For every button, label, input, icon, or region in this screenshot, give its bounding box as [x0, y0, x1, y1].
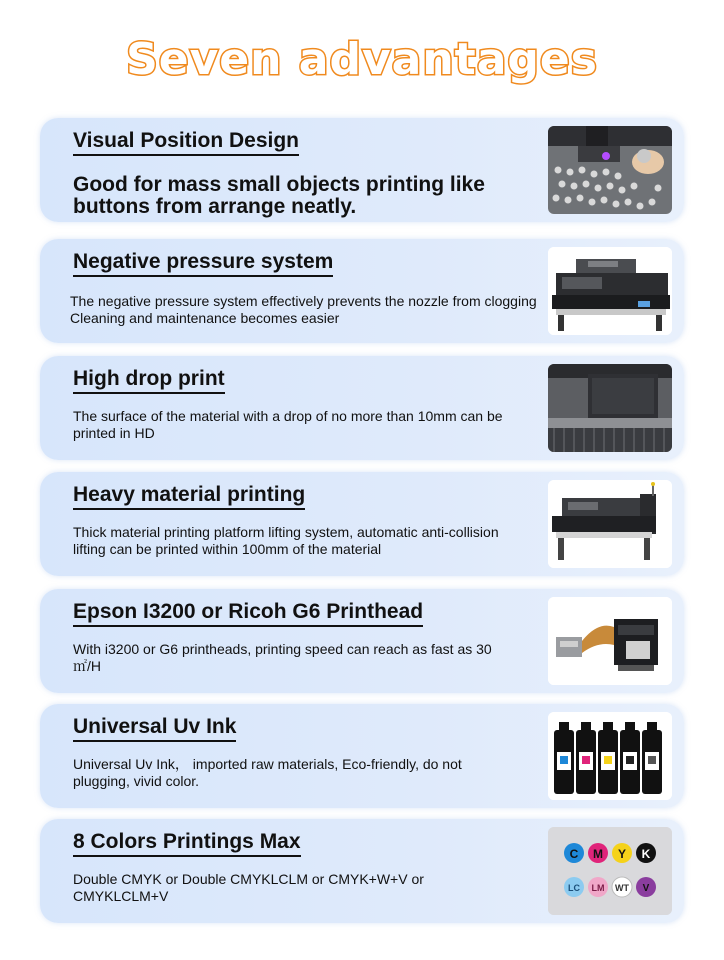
color-dot-label: K — [641, 847, 651, 861]
color-dot-label: C — [569, 847, 579, 861]
color-dot-label: WT — [615, 883, 629, 893]
card-description: Good for mass small objects printing like buttons from arrange neatly. — [73, 173, 485, 218]
advantage-card-heavy-material — [40, 472, 684, 576]
printer-camera-buttons-photo — [548, 126, 672, 214]
printer-camera-buttons-image — [548, 126, 672, 214]
color-dot-label: V — [642, 883, 650, 894]
ink-bottles-image — [548, 712, 672, 800]
advantage-card-negative-pressure — [40, 239, 684, 343]
uv-printer-photo — [548, 247, 672, 335]
large-printer-photo — [548, 480, 672, 568]
advantage-card-visual-position — [40, 118, 684, 222]
card-description: The negative pressure system effectively prevents the nozzle from clogging Cleaning and maintenance becomes easier — [70, 293, 537, 326]
advantage-card-high-drop — [40, 356, 684, 460]
color-dot-label: LM — [591, 883, 605, 893]
advantage-card-8-colors — [40, 819, 684, 923]
printhead-photo — [548, 597, 672, 685]
advantage-card-uv-ink — [40, 704, 684, 808]
color-dot-label: M — [593, 847, 603, 861]
print-head-closeup-photo — [548, 364, 672, 452]
color-dots-image — [548, 827, 672, 915]
ink-bottles-photo — [548, 712, 672, 800]
uv-printer-image — [548, 247, 672, 335]
printhead-image — [548, 597, 672, 685]
card-description: Thick material printing platform lifting system, automatic anti-collision lifting can be printed within 100mm of the material — [73, 524, 499, 557]
print-head-closeup-image — [548, 364, 672, 452]
card-description: Double CMYK or Double CMYKLCLM or CMYK+W+V or CMYKLCLM+V — [73, 871, 424, 904]
card-title: Universal Uv Ink — [73, 714, 236, 742]
card-description: With i3200 or G6 printheads, printing speed can reach as fast as 30㎡/H — [73, 641, 492, 674]
card-title: Negative pressure system — [73, 249, 333, 277]
large-printer-image — [548, 480, 672, 568]
color-dots-panel — [548, 827, 672, 915]
advantage-card-printhead — [40, 589, 684, 693]
color-dot-label: LC — [568, 883, 580, 893]
page-title: Seven advantages — [126, 34, 598, 85]
card-title: High drop print — [73, 366, 225, 394]
card-title: Heavy material printing — [73, 482, 305, 510]
card-description: Universal Uv Ink， imported raw materials, Eco-friendly, do not plugging, vivid color. — [73, 756, 462, 789]
card-title: 8 Colors Printings Max — [73, 829, 301, 857]
card-title: Epson I3200 or Ricoh G6 Printhead — [73, 599, 423, 627]
card-title: Visual Position Design — [73, 128, 299, 156]
color-dot-label: Y — [617, 847, 627, 861]
card-description: The surface of the material with a drop of no more than 10mm can be printed in HD — [73, 408, 503, 441]
